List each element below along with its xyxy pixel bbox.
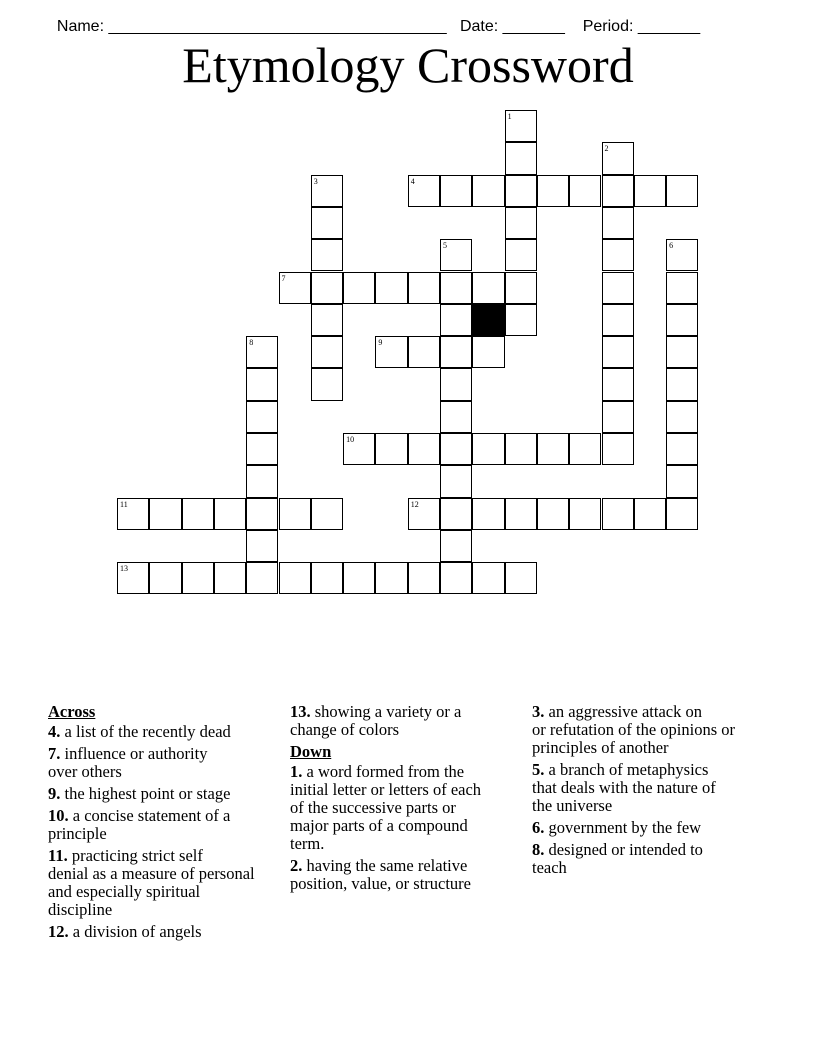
clue-across bbox=[48, 847, 255, 919]
grid-cell[interactable] bbox=[602, 239, 634, 271]
clue-number: 1. bbox=[290, 762, 303, 781]
clue-number: 8 bbox=[249, 338, 254, 348]
grid-cell[interactable] bbox=[311, 336, 343, 368]
page-title: Etymology Crossword bbox=[182, 37, 634, 93]
grid-cell[interactable] bbox=[472, 175, 504, 207]
header-line bbox=[48, 0, 700, 36]
clue-text: over others bbox=[48, 762, 122, 781]
clue-text: principle bbox=[48, 824, 107, 843]
grid-cell[interactable] bbox=[602, 142, 634, 174]
grid-cell[interactable] bbox=[602, 336, 634, 368]
clue-number: 3. bbox=[532, 702, 545, 721]
name-field[interactable]: Name: ______________________________________ bbox=[56, 18, 447, 35]
clue-number: 4. bbox=[48, 722, 61, 741]
grid-cell[interactable] bbox=[343, 433, 375, 465]
grid-cell[interactable] bbox=[602, 272, 634, 304]
grid-cell[interactable] bbox=[537, 498, 569, 530]
grid-cell[interactable] bbox=[505, 239, 537, 271]
clue-number: 4 bbox=[410, 176, 415, 186]
grid-cell[interactable] bbox=[666, 368, 698, 400]
clue-text: initial letter or letters of each bbox=[290, 780, 482, 799]
grid-cell[interactable] bbox=[311, 207, 343, 239]
clue-across bbox=[48, 923, 255, 941]
grid-cell[interactable] bbox=[666, 433, 698, 465]
clue-down bbox=[532, 761, 735, 815]
clue-number: 13 bbox=[120, 564, 128, 574]
grid-cell[interactable] bbox=[149, 498, 181, 530]
grid-cell[interactable] bbox=[440, 304, 472, 336]
clue-text: influence or authority bbox=[64, 744, 208, 763]
grid-cell[interactable] bbox=[311, 175, 343, 207]
clue-number: 1 bbox=[507, 112, 512, 121]
clue-text: discipline bbox=[48, 900, 113, 919]
clue-number: 5. bbox=[532, 760, 545, 779]
grid-cell[interactable] bbox=[440, 433, 472, 465]
grid-cell[interactable] bbox=[666, 272, 698, 304]
grid-cell[interactable] bbox=[246, 368, 278, 400]
grid-cell[interactable] bbox=[375, 562, 407, 594]
clue-text: position, value, or structure bbox=[290, 874, 472, 893]
clue-across bbox=[48, 723, 255, 741]
clue-text: the universe bbox=[532, 796, 613, 815]
grid-cell[interactable] bbox=[634, 498, 666, 530]
grid-cell[interactable] bbox=[666, 304, 698, 336]
grid-cell[interactable] bbox=[505, 304, 537, 336]
grid-cell[interactable] bbox=[505, 207, 537, 239]
clues-column-3 bbox=[532, 703, 735, 881]
clue-text: a concise statement of a bbox=[72, 806, 231, 825]
grid-cell[interactable] bbox=[505, 498, 537, 530]
grid-cell[interactable] bbox=[408, 498, 440, 530]
grid-cell[interactable] bbox=[311, 272, 343, 304]
grid-cell[interactable] bbox=[408, 175, 440, 207]
clues-column-1 bbox=[48, 703, 255, 945]
grid-cell[interactable] bbox=[246, 433, 278, 465]
grid-cell[interactable] bbox=[182, 498, 214, 530]
grid-cell[interactable] bbox=[149, 562, 181, 594]
clue-text: the highest point or stage bbox=[64, 784, 231, 803]
clue-down bbox=[532, 841, 735, 877]
clue-text: designed or intended to bbox=[548, 840, 703, 859]
clue-number: 10. bbox=[48, 806, 69, 825]
grid-cell[interactable] bbox=[375, 272, 407, 304]
clue-number: 6. bbox=[532, 818, 545, 837]
clue-number: 7 bbox=[281, 273, 286, 283]
grid-cell[interactable] bbox=[569, 175, 601, 207]
clue-text: a branch of metaphysics bbox=[548, 760, 709, 779]
clue-number: 2. bbox=[290, 856, 303, 875]
clue-number: 8. bbox=[532, 840, 545, 859]
clue-number: 9 bbox=[378, 338, 383, 348]
clue-number: 12. bbox=[48, 922, 69, 941]
clue-text: of the successive parts or bbox=[290, 798, 456, 817]
grid-cell[interactable] bbox=[117, 562, 149, 594]
grid-cell[interactable] bbox=[602, 207, 634, 239]
clue-number: 9. bbox=[48, 784, 61, 803]
grid-cell[interactable] bbox=[246, 530, 278, 562]
grid-cell[interactable] bbox=[666, 498, 698, 530]
grid-cell[interactable] bbox=[311, 239, 343, 271]
grid-cell[interactable] bbox=[505, 562, 537, 594]
grid-cell[interactable] bbox=[602, 175, 634, 207]
clue-text: term. bbox=[290, 834, 325, 853]
grid-cell[interactable] bbox=[505, 272, 537, 304]
clue-number: 3 bbox=[313, 176, 318, 186]
grid-cell[interactable] bbox=[246, 562, 278, 594]
clue-across bbox=[48, 785, 255, 803]
clue-across bbox=[290, 703, 481, 739]
grid-cell[interactable] bbox=[505, 175, 537, 207]
grid-cell[interactable] bbox=[408, 336, 440, 368]
clue-text: an aggressive attack on bbox=[548, 702, 702, 721]
grid-cell[interactable] bbox=[408, 272, 440, 304]
grid-cell[interactable] bbox=[472, 498, 504, 530]
clue-text: principles of another bbox=[532, 738, 669, 757]
grid-cell[interactable] bbox=[182, 562, 214, 594]
clue-number: 6 bbox=[669, 241, 674, 251]
clue-text: and especially spiritual bbox=[48, 882, 201, 901]
grid-cell[interactable] bbox=[505, 433, 537, 465]
grid-cell[interactable] bbox=[279, 498, 311, 530]
grid-cell[interactable] bbox=[246, 401, 278, 433]
grid-cell[interactable] bbox=[602, 498, 634, 530]
grid-cell[interactable] bbox=[569, 498, 601, 530]
grid-cell[interactable] bbox=[440, 401, 472, 433]
grid-cell[interactable] bbox=[440, 336, 472, 368]
grid-cell[interactable] bbox=[602, 401, 634, 433]
clue-text: or refutation of the opinions or bbox=[532, 720, 735, 739]
clue-text: denial as a measure of personal bbox=[48, 864, 255, 883]
clue-number: 12 bbox=[410, 499, 419, 509]
grid-cell[interactable] bbox=[246, 465, 278, 497]
grid-cell[interactable] bbox=[569, 433, 601, 465]
grid-cell[interactable] bbox=[311, 304, 343, 336]
grid-cell[interactable] bbox=[602, 368, 634, 400]
clue-down bbox=[532, 703, 735, 757]
grid-cell[interactable] bbox=[279, 272, 311, 304]
grid-cell[interactable] bbox=[440, 465, 472, 497]
clue-text: having the same relative bbox=[306, 856, 468, 875]
clue-number: 11. bbox=[48, 846, 68, 865]
grid-cell[interactable] bbox=[440, 239, 472, 271]
date-field[interactable]: Date: _______ bbox=[459, 18, 565, 35]
clue-down bbox=[532, 819, 735, 837]
grid-cell[interactable] bbox=[472, 433, 504, 465]
grid-cell[interactable] bbox=[408, 433, 440, 465]
across-heading: Across bbox=[48, 702, 96, 721]
grid-cell[interactable] bbox=[666, 401, 698, 433]
clue-text: a word formed from the bbox=[306, 762, 465, 781]
grid-cell[interactable] bbox=[472, 336, 504, 368]
grid-cell[interactable] bbox=[666, 336, 698, 368]
clue-number: 5 bbox=[443, 241, 447, 251]
period-field[interactable]: Period: _______ bbox=[582, 18, 701, 35]
clue-down bbox=[290, 763, 481, 853]
down-heading: Down bbox=[290, 742, 332, 761]
grid-cell[interactable] bbox=[375, 336, 407, 368]
clue-text: government by the few bbox=[548, 818, 702, 837]
grid-cell[interactable] bbox=[602, 433, 634, 465]
grid-cell[interactable] bbox=[279, 562, 311, 594]
clue-across bbox=[48, 745, 255, 781]
clue-text: change of colors bbox=[290, 720, 400, 739]
grid-cell[interactable] bbox=[440, 562, 472, 594]
clue-text: a list of the recently dead bbox=[64, 722, 231, 741]
grid-cell[interactable] bbox=[214, 498, 246, 530]
clue-text: that deals with the nature of bbox=[532, 778, 716, 797]
grid-cell[interactable] bbox=[472, 272, 504, 304]
clue-text: a division of angels bbox=[72, 922, 202, 941]
clue-text: showing a variety or a bbox=[314, 702, 462, 721]
grid-cell[interactable] bbox=[505, 110, 537, 142]
clue-number: 11 bbox=[120, 499, 128, 509]
grid-cell[interactable] bbox=[440, 530, 472, 562]
clue-down bbox=[290, 857, 481, 893]
grid-cell[interactable] bbox=[246, 336, 278, 368]
grid-cell[interactable] bbox=[311, 498, 343, 530]
grid-cell[interactable] bbox=[440, 175, 472, 207]
grid-cell[interactable] bbox=[666, 175, 698, 207]
clue-text: practicing strict self bbox=[71, 846, 203, 865]
clue-number: 13. bbox=[290, 702, 311, 721]
clues-column-2 bbox=[290, 703, 481, 897]
clue-text: teach bbox=[532, 858, 567, 877]
clue-text: major parts of a compound bbox=[290, 816, 468, 835]
grid-cell[interactable] bbox=[666, 465, 698, 497]
clue-number: 10 bbox=[346, 435, 355, 444]
clue-number: 7. bbox=[48, 744, 61, 763]
grid-cell[interactable] bbox=[311, 562, 343, 594]
grid-cell[interactable] bbox=[408, 562, 440, 594]
clue-number: 2 bbox=[604, 144, 609, 154]
grid-cell[interactable] bbox=[246, 498, 278, 530]
grid-cell[interactable] bbox=[214, 562, 246, 594]
grid-cell[interactable] bbox=[602, 304, 634, 336]
grid-cell[interactable] bbox=[440, 498, 472, 530]
black-cell bbox=[472, 304, 504, 336]
grid-cell[interactable] bbox=[634, 175, 666, 207]
grid-cell[interactable] bbox=[505, 142, 537, 174]
grid-cell[interactable] bbox=[472, 562, 504, 594]
grid-cell[interactable] bbox=[537, 175, 569, 207]
grid-cell[interactable] bbox=[440, 272, 472, 304]
grid-cell[interactable] bbox=[117, 498, 149, 530]
grid-cell[interactable] bbox=[666, 239, 698, 271]
grid-cell[interactable] bbox=[537, 433, 569, 465]
grid-cell[interactable] bbox=[343, 272, 375, 304]
grid-cell[interactable] bbox=[311, 368, 343, 400]
clue-across bbox=[48, 807, 255, 843]
grid-cell[interactable] bbox=[343, 562, 375, 594]
grid-cell[interactable] bbox=[375, 433, 407, 465]
grid-cell[interactable] bbox=[440, 368, 472, 400]
